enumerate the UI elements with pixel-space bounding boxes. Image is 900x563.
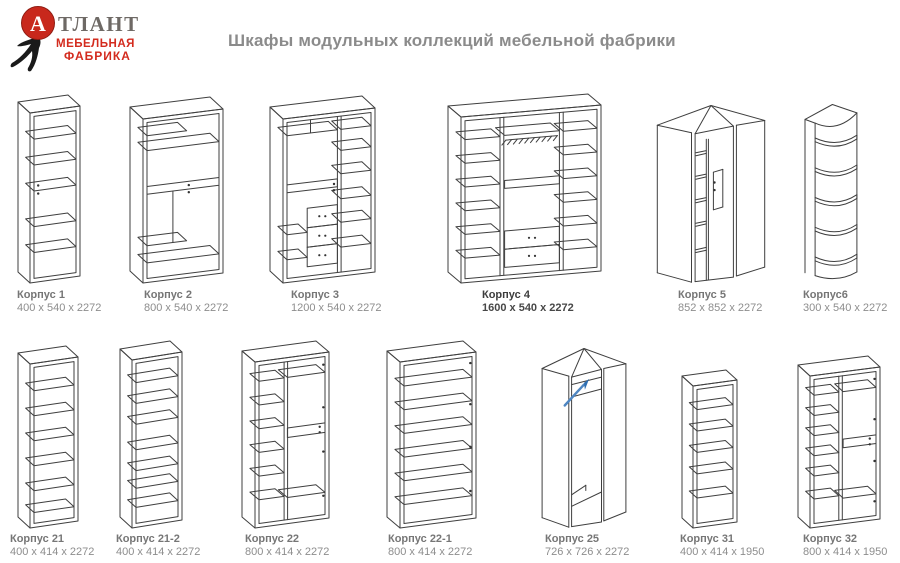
cabinet-drawing-22-1 — [385, 339, 478, 530]
atlas-figure-icon — [11, 37, 41, 71]
cabinet-dims: 400 x 414 x 1950 — [680, 546, 765, 558]
cabinet-drawing-22 — [240, 339, 331, 530]
cabinet-figure-21-2 — [118, 339, 184, 530]
cabinet-drawing-4 — [446, 92, 603, 285]
cabinet-drawing-21 — [16, 344, 80, 530]
cabinet-drawing-3 — [268, 94, 377, 285]
cabinet-label-21-2 — [116, 533, 200, 558]
cabinet-name: Корпус 31 — [680, 533, 735, 545]
cabinet-figure-22 — [240, 339, 331, 530]
cabinet-name: Корпус 1 — [17, 289, 65, 301]
page-title: Шкафы модульных коллекций мебельной фабрики — [228, 31, 676, 50]
cabinet-name: Корпус 32 — [803, 533, 858, 545]
cabinet-figure-4 — [446, 92, 603, 285]
cabinet-label-22-1 — [388, 533, 472, 558]
cabinet-name: Корпус6 — [803, 289, 848, 301]
cabinet-label-5 — [678, 289, 762, 314]
cabinet-dims: 800 x 414 x 1950 — [803, 546, 888, 558]
cabinet-label-6 — [803, 289, 887, 314]
cabinet-name: Корпус 2 — [144, 289, 192, 301]
cabinet-dims: 852 x 852 x 2272 — [678, 302, 763, 314]
cabinet-label-31 — [680, 533, 764, 558]
cabinet-label-25 — [545, 533, 629, 558]
cabinet-dims: 800 x 414 x 2272 — [388, 546, 473, 558]
cabinet-label-2 — [144, 289, 228, 314]
cabinet-dims: 800 x 540 x 2272 — [144, 302, 229, 314]
cabinet-dims: 400 x 414 x 2272 — [10, 546, 95, 558]
cabinet-name: Корпус 22-1 — [388, 533, 452, 545]
logo-tagline-1: МЕБЕЛЬНАЯ — [56, 38, 135, 50]
cabinet-label-21 — [10, 533, 94, 558]
logo-ball-letter: А — [30, 11, 46, 36]
cabinet-dims: 400 x 414 x 2272 — [116, 546, 201, 558]
cabinet-label-3 — [291, 289, 382, 314]
cabinet-dims: 300 x 540 x 2272 — [803, 302, 888, 314]
cabinet-figure-2 — [128, 95, 225, 285]
cabinet-figure-5 — [652, 97, 770, 285]
cabinet-dims: 400 x 540 x 2272 — [17, 302, 102, 314]
cabinet-figure-32 — [796, 354, 882, 530]
cabinet-figure-3 — [268, 94, 377, 285]
cabinet-label-1 — [17, 289, 101, 314]
cabinet-name: Корпус 3 — [291, 289, 339, 301]
cabinet-label-32 — [803, 533, 887, 558]
atlant-logo — [6, 2, 166, 74]
cabinet-figure-31 — [680, 368, 739, 530]
cabinet-dims: 1200 x 540 x 2272 — [291, 302, 382, 314]
cabinet-drawing-21-2 — [118, 339, 184, 530]
cabinet-name: Корпус 4 — [482, 289, 530, 301]
cabinet-name: Корпус 22 — [245, 533, 300, 545]
cabinet-figure-21 — [16, 344, 80, 530]
cabinet-figure-22-1 — [385, 339, 478, 530]
cabinet-dims: 726 x 726 x 2272 — [545, 546, 630, 558]
cabinet-name: Корпус 21-2 — [116, 533, 180, 545]
cabinet-figure-1 — [16, 93, 82, 285]
cabinet-figure-6 — [800, 98, 872, 284]
cabinet-drawing-5 — [652, 97, 770, 285]
cabinet-drawing-2 — [128, 95, 225, 285]
logo-tagline-2: ФАБРИКА — [64, 49, 131, 63]
cabinet-drawing-1 — [16, 93, 82, 285]
cabinet-drawing-6 — [800, 98, 872, 284]
cabinet-drawing-25 — [538, 340, 630, 530]
cabinet-dims: 800 x 414 x 2272 — [245, 546, 330, 558]
cabinet-name: Корпус 25 — [545, 533, 600, 545]
cabinet-drawing-32 — [796, 354, 882, 530]
cabinet-label-4 — [482, 289, 574, 314]
cabinet-figure-25 — [538, 340, 630, 530]
cabinet-name: Корпус 21 — [10, 533, 65, 545]
cabinet-dims: 1600 x 540 x 2272 — [482, 302, 574, 314]
cabinet-drawing-31 — [680, 368, 739, 530]
cabinet-name: Корпус 5 — [678, 289, 726, 301]
logo-name-text: ТЛАНТ — [58, 12, 140, 36]
cabinet-label-22 — [245, 533, 329, 558]
